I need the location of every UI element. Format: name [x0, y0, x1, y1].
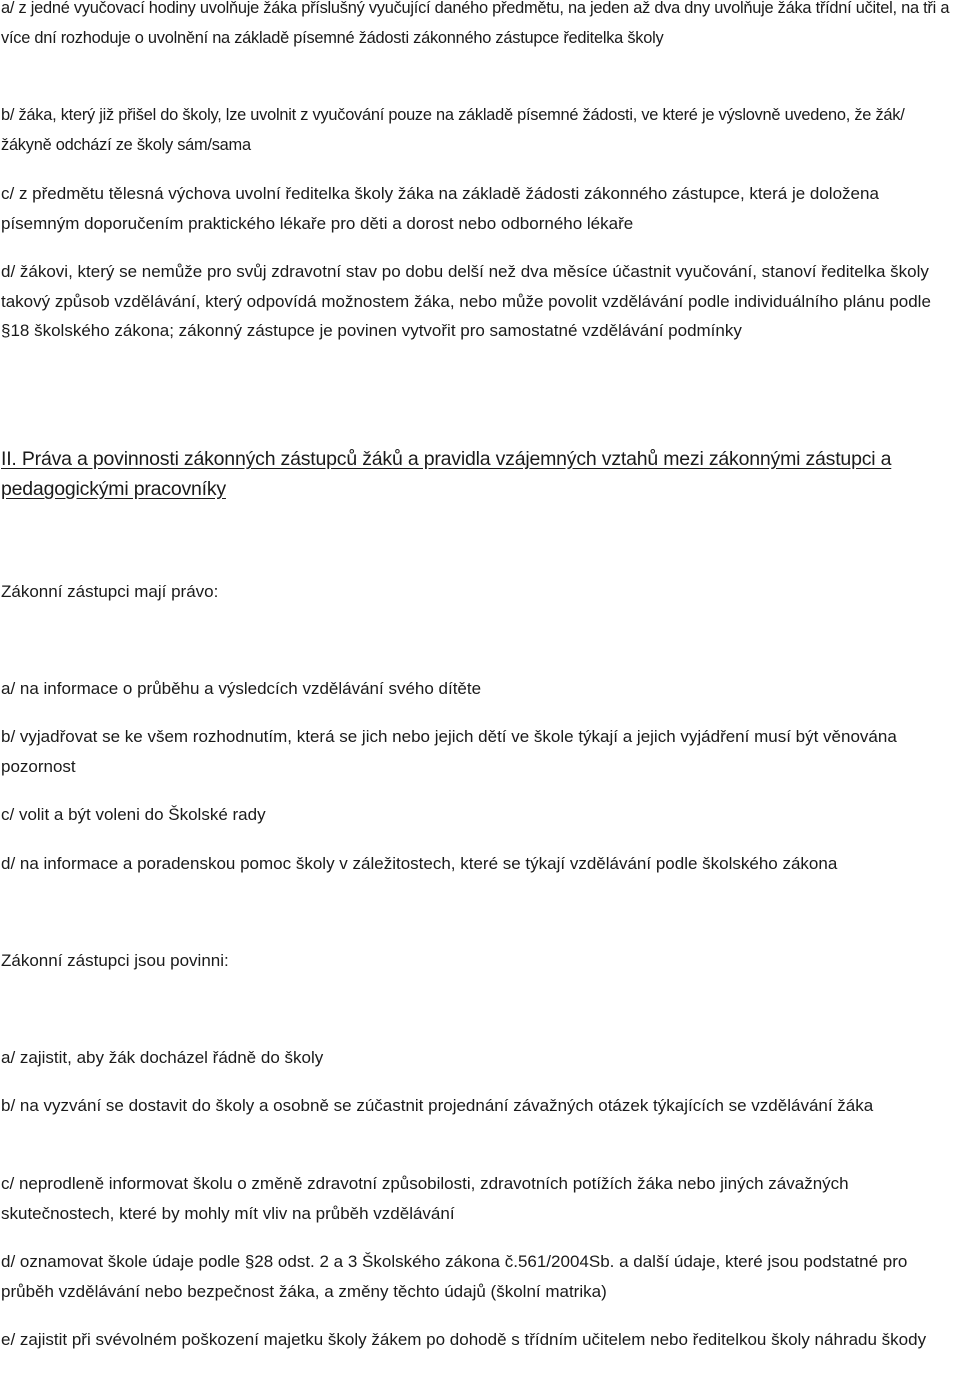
rights-item-b: b/ vyjadřovat se ke všem rozhodnutím, která se jich nebo jejich dětí ve škole týkají a jejich vyjádření musí být věnována pozornost	[1, 727, 897, 776]
paragraph-release-d: d/ žákovi, který se nemůže pro svůj zdravotní stav po dobu delší než dva měsíce účastnit vyučování, stanoví ředitelka školy takový způsob vzdělávání, který odpovídá možnostem žáka, nebo může povolit vzdělávání podle individuálního plánu podle §18 školského zákona; zákonný zástupce je povinen vytvořit pro samostatné vzdělávání podmínky	[1, 262, 931, 340]
duties-item-c: c/ neprodleně informovat školu o změně zdravotní způsobilosti, zdravotních potížích žáka nebo jiných závažných skutečnostech, které by mohly mít vliv na průběh vzdělávání	[1, 1174, 849, 1223]
duties-item-a: a/ zajistit, aby žák docházel řádně do školy	[1, 1048, 324, 1067]
rights-item-c: c/ volit a být voleni do Školské rady	[1, 805, 266, 824]
rights-item-d: d/ na informace a poradenskou pomoc školy v záležitostech, které se týkají vzdělávání podle školského zákona	[1, 854, 838, 873]
duties-intro: Zákonní zástupci jsou povinni:	[1, 951, 229, 970]
rights-intro: Zákonní zástupci mají právo:	[1, 582, 219, 601]
paragraph-release-a: a/ z jedné vyučovací hodiny uvolňuje žáka příslušný vyučující daného předmětu, na jeden až dva dny uvolňuje žáka třídní učitel, na tři a více dní rozhoduje o uvolnění na základě písemné žádosti zákonného zástupce ředitelka školy	[1, 0, 950, 47]
duties-item-b: b/ na vyzvání se dostavit do školy a osobně se zúčastnit projednání závažných otázek týkajících se vzdělávání žáka	[1, 1096, 874, 1115]
paragraph-release-b: b/ žáka, který již přišel do školy, lze uvolnit z vyučování pouze na základě písemné žádosti, ve které je výslovně uvedeno, že žák/ žákyně odchází ze školy sám/sama	[1, 106, 905, 154]
section-heading: II. Práva a povinnosti zákonných zástupců žáků a pravidla vzájemných vztahů mezi zákonnými zástupci a pedagogickými pracovníky	[1, 448, 892, 500]
duties-item-e: e/ zajistit při svévolném poškození majetku školy žákem po dohodě s třídním učitelem nebo ředitelkou školy náhradu škody	[1, 1330, 927, 1349]
duties-item-d: d/ oznamovat škole údaje podle §28 odst. 2 a 3 Školského zákona č.561/2004Sb. a další údaje, které jsou podstatné pro průběh vzdělávání nebo bezpečnost žáka, a změny těchto údajů (školní matrika)	[1, 1252, 908, 1301]
paragraph-release-c: c/ z předmětu tělesná výchova uvolní ředitelka školy žáka na základě žádosti zákonného zástupce, která je doložena písemným doporučením praktického lékaře pro děti a dorost nebo odborného lékaře	[1, 184, 879, 233]
rights-item-a: a/ na informace o průběhu a výsledcích vzdělávání svého dítěte	[1, 679, 482, 698]
